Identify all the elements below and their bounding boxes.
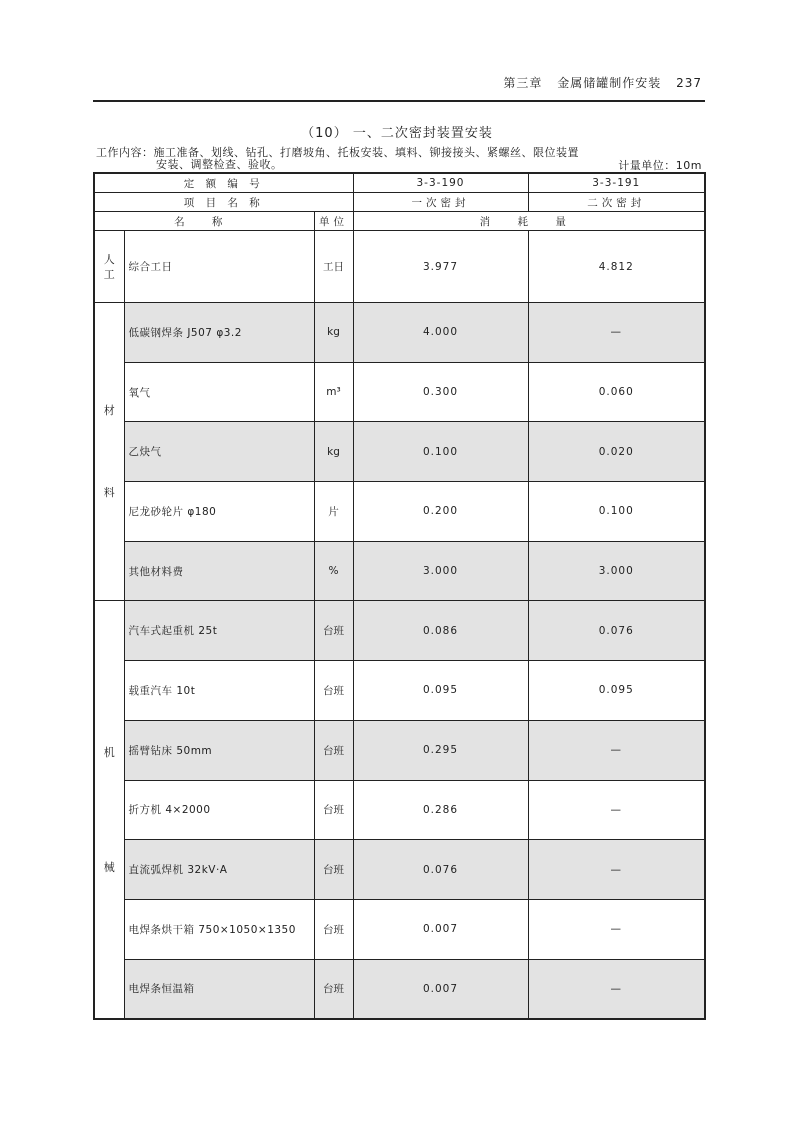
unit-cell: 台班: [314, 899, 353, 959]
item-name-row: [94, 193, 705, 212]
value-cell-190: 0.086: [353, 601, 528, 661]
unit-cell: 台班: [314, 720, 353, 780]
item-name-2: 二次密封: [528, 193, 705, 212]
item-name-cell: 载重汽车 10t: [124, 661, 314, 721]
item-name-cell: 综合工日: [124, 231, 314, 303]
category-cell: 人工: [94, 231, 124, 303]
value-cell-190: 3.000: [353, 541, 528, 601]
table-row: [94, 780, 705, 840]
item-name-cell: 低碳钢焊条 J507 φ3.2: [124, 303, 314, 363]
item-name-cell: 摇臂钻床 50mm: [124, 720, 314, 780]
item-name-cell: 直流弧焊机 32kV·A: [124, 840, 314, 900]
category-char: 械: [103, 860, 115, 874]
name-column-header: 名 称: [94, 212, 314, 231]
work-content: [96, 147, 706, 171]
column-header-row: [94, 212, 705, 231]
value-cell-190: 4.000: [353, 303, 528, 363]
value-cell-190: 0.200: [353, 482, 528, 542]
table-row: [94, 362, 705, 422]
section-title: （10） 一、二次密封装置安装: [301, 126, 493, 141]
value-cell-190: 0.007: [353, 959, 528, 1019]
work-content-line-2: 安装、调整检查、验收。: [156, 158, 283, 171]
unit-cell: 片: [314, 482, 353, 542]
unit-cell: 台班: [314, 959, 353, 1019]
table-row: [94, 661, 705, 721]
item-name-label: 项 目 名 称: [94, 193, 353, 212]
value-cell-191: —: [528, 959, 705, 1019]
value-cell-190: 0.076: [353, 840, 528, 900]
item-name-cell: 电焊条烘干箱 750×1050×1350: [124, 899, 314, 959]
category-label: [95, 695, 124, 925]
page-header: [493, 74, 702, 91]
value-cell-191: 0.095: [528, 661, 705, 721]
quota-code-row: [94, 173, 705, 193]
quota-table-body: [94, 173, 705, 1019]
value-cell-190: 0.300: [353, 362, 528, 422]
table-row: [94, 541, 705, 601]
value-cell-190: 3.977: [353, 231, 528, 303]
item-name-cell: 乙炔气: [124, 422, 314, 482]
table-row: [94, 482, 705, 542]
value-cell-191: —: [528, 303, 705, 363]
quota-code-2: 3-3-191: [528, 173, 705, 193]
value-cell-191: —: [528, 720, 705, 780]
chapter-title: 金属储罐制作安装: [557, 76, 662, 90]
page-number: 237: [676, 76, 702, 90]
value-cell-191: 0.060: [528, 362, 705, 422]
header-rule: [93, 100, 705, 102]
unit-column-header: 单位: [314, 212, 353, 231]
item-name-cell: 汽车式起重机 25t: [124, 601, 314, 661]
table-row: [94, 899, 705, 959]
value-cell-191: 0.020: [528, 422, 705, 482]
quota-table: [93, 172, 706, 1020]
table-row: [94, 422, 705, 482]
quota-code-1: 3-3-190: [353, 173, 528, 193]
value-cell-191: —: [528, 899, 705, 959]
category-char: 材: [103, 404, 115, 418]
value-cell-191: —: [528, 780, 705, 840]
value-cell-190: 0.286: [353, 780, 528, 840]
value-cell-191: 3.000: [528, 541, 705, 601]
category-char: 机: [103, 745, 115, 759]
unit-cell: kg: [314, 303, 353, 363]
table-row: [94, 959, 705, 1019]
value-cell-191: 0.076: [528, 601, 705, 661]
chapter-label: 第三章: [503, 76, 543, 90]
table-row: [94, 303, 705, 363]
consumption-column-header: 消 耗 量: [353, 212, 705, 231]
table-row: [94, 720, 705, 780]
category-char: 料: [103, 486, 115, 500]
work-content-line-1: 工作内容：施工准备、划线、钻孔、打磨坡角、托板安装、填料、铆接接头、紧螺丝、限位装置: [96, 146, 579, 159]
unit-cell: kg: [314, 422, 353, 482]
unit-cell: 台班: [314, 601, 353, 661]
category-cell: [94, 303, 124, 601]
unit-cell: 工日: [314, 231, 353, 303]
table-row: [94, 840, 705, 900]
value-cell-190: 0.095: [353, 661, 528, 721]
unit-cell: %: [314, 541, 353, 601]
value-cell-191: 0.100: [528, 482, 705, 542]
unit-label: 计量单位：10m: [618, 159, 702, 172]
unit-cell: 台班: [314, 780, 353, 840]
value-cell-190: 0.007: [353, 899, 528, 959]
value-cell-190: 0.100: [353, 422, 528, 482]
item-name-cell: 电焊条恒温箱: [124, 959, 314, 1019]
unit-cell: m³: [314, 362, 353, 422]
table-row: [94, 231, 705, 303]
category-cell: [94, 601, 124, 1019]
unit-cell: 台班: [314, 840, 353, 900]
item-name-cell: 其他材料费: [124, 541, 314, 601]
item-name-cell: 氧气: [124, 362, 314, 422]
quota-code-label: 定 额 编 号: [94, 173, 353, 193]
item-name-cell: 折方机 4×2000: [124, 780, 314, 840]
value-cell-191: —: [528, 840, 705, 900]
value-cell-190: 0.295: [353, 720, 528, 780]
item-name-cell: 尼龙砂轮片 φ180: [124, 482, 314, 542]
value-cell-191: 4.812: [528, 231, 705, 303]
category-label: [95, 370, 124, 534]
unit-cell: 台班: [314, 661, 353, 721]
item-name-1: 一次密封: [353, 193, 528, 212]
table-row: [94, 601, 705, 661]
